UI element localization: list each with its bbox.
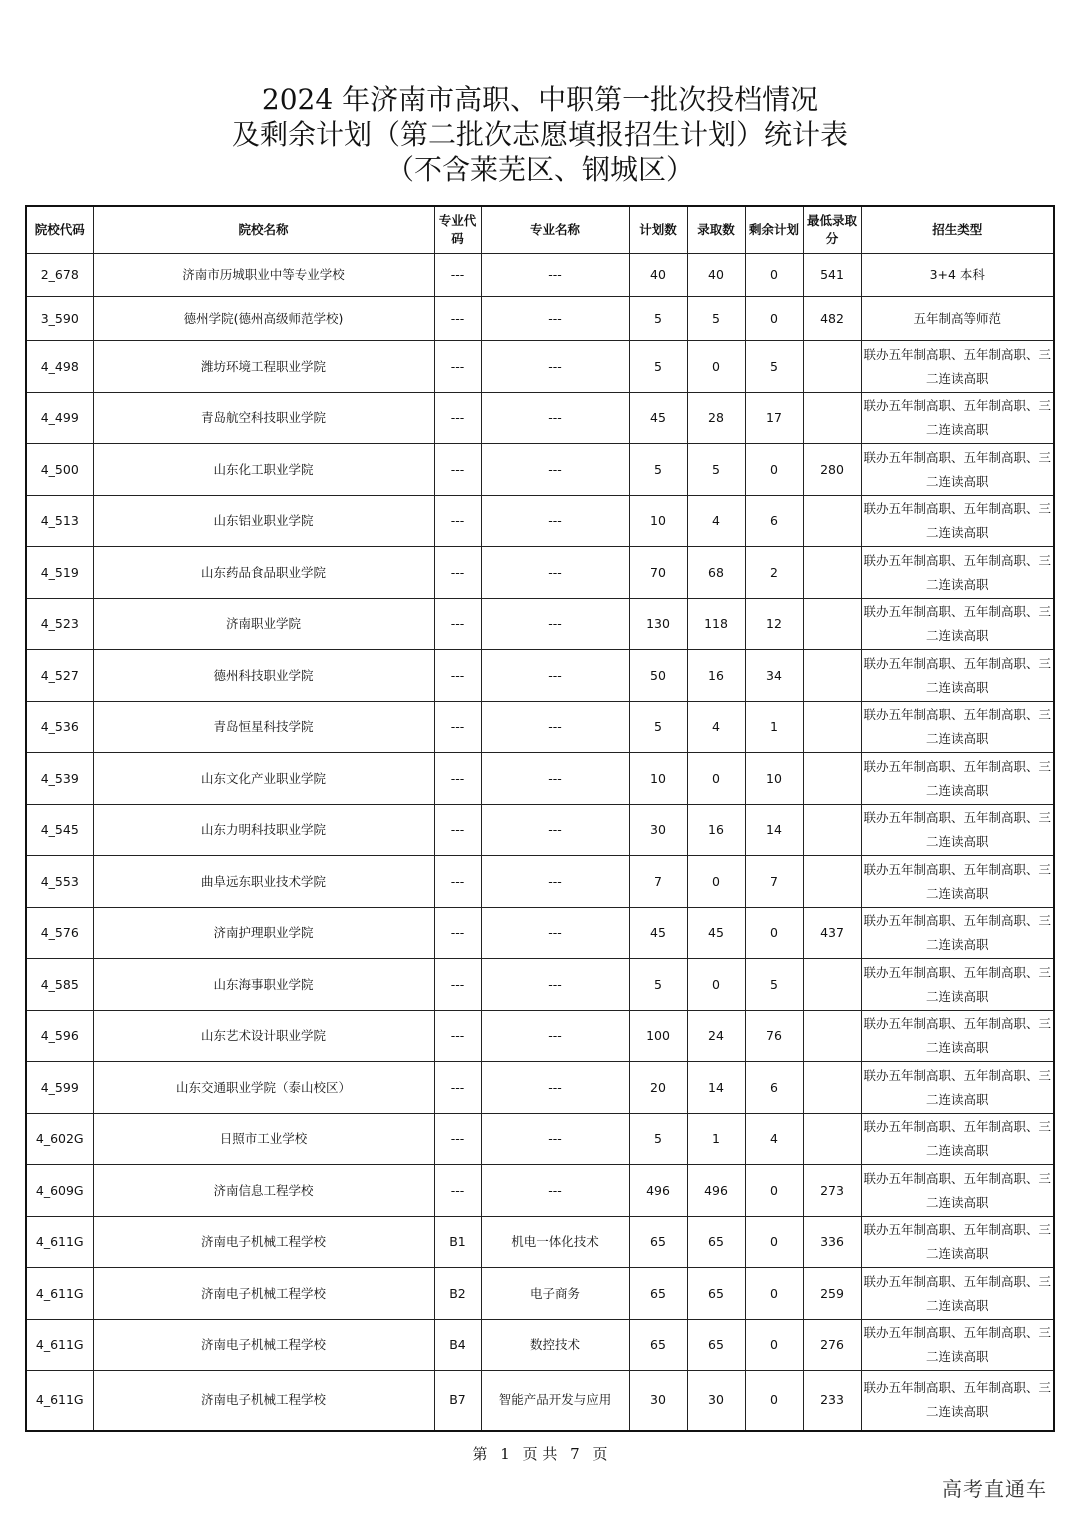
major-code-cell: ---	[434, 959, 481, 1011]
admitted-cell: 1	[687, 1114, 745, 1165]
major-code-cell: ---	[434, 599, 481, 650]
school-name-cell: 济南电子机械工程学校	[93, 1268, 434, 1320]
school-code-cell: 4_585	[26, 959, 93, 1011]
major-code-cell: B1	[434, 1217, 481, 1268]
type-cell: 联办五年制高职、五年制高职、三二连读高职	[861, 702, 1054, 753]
plan-cell: 5	[629, 702, 687, 753]
admitted-cell: 14	[687, 1062, 745, 1114]
school-code-cell: 4_611G	[26, 1320, 93, 1371]
admitted-cell: 496	[687, 1165, 745, 1217]
major-name-cell: 智能产品开发与应用	[481, 1371, 629, 1431]
type-cell: 联办五年制高职、五年制高职、三二连读高职	[861, 753, 1054, 805]
min-score-cell	[803, 650, 861, 702]
major-code-cell: ---	[434, 753, 481, 805]
min-score-cell: 336	[803, 1217, 861, 1268]
remaining-cell: 0	[745, 908, 803, 959]
footer-total-pages: 7	[570, 1445, 580, 1463]
type-cell: 联办五年制高职、五年制高职、三二连读高职	[861, 650, 1054, 702]
school-code-cell: 4_513	[26, 496, 93, 547]
table-row	[26, 547, 1054, 599]
remaining-cell: 34	[745, 650, 803, 702]
table-row	[26, 702, 1054, 753]
remaining-cell: 0	[745, 1371, 803, 1431]
type-cell: 联办五年制高职、五年制高职、三二连读高职	[861, 444, 1054, 496]
remaining-cell: 7	[745, 856, 803, 908]
plan-cell: 130	[629, 599, 687, 650]
admitted-cell: 0	[687, 753, 745, 805]
table-row	[26, 1268, 1054, 1320]
remaining-cell: 0	[745, 1320, 803, 1371]
admitted-cell: 118	[687, 599, 745, 650]
table-row	[26, 650, 1054, 702]
header-school-code: 院校代码	[26, 206, 93, 254]
admission-table	[25, 205, 1055, 1432]
table-header-row	[26, 206, 1054, 254]
table-row	[26, 1320, 1054, 1371]
major-name-cell: ---	[481, 702, 629, 753]
school-code-cell: 4_539	[26, 753, 93, 805]
remaining-cell: 0	[745, 1217, 803, 1268]
type-cell: 3+4 本科	[861, 254, 1054, 297]
remaining-cell: 76	[745, 1011, 803, 1062]
major-code-cell: ---	[434, 650, 481, 702]
major-name-cell: ---	[481, 1011, 629, 1062]
major-code-cell: ---	[434, 444, 481, 496]
major-code-cell: ---	[434, 1165, 481, 1217]
page-footer	[0, 1443, 1080, 1464]
type-cell: 联办五年制高职、五年制高职、三二连读高职	[861, 1320, 1054, 1371]
school-code-cell: 4_611G	[26, 1268, 93, 1320]
min-score-cell	[803, 341, 861, 393]
min-score-cell	[803, 1114, 861, 1165]
school-name-cell: 德州学院(德州高级师范学校)	[93, 297, 434, 341]
remaining-cell: 0	[745, 1165, 803, 1217]
table-row	[26, 341, 1054, 393]
admitted-cell: 0	[687, 959, 745, 1011]
major-code-cell: ---	[434, 702, 481, 753]
school-code-cell: 4_553	[26, 856, 93, 908]
footer-page-number: 1	[500, 1445, 510, 1463]
school-name-cell: 潍坊环境工程职业学院	[93, 341, 434, 393]
school-name-cell: 日照市工业学校	[93, 1114, 434, 1165]
major-code-cell: ---	[434, 341, 481, 393]
admitted-cell: 5	[687, 297, 745, 341]
remaining-cell: 17	[745, 393, 803, 444]
type-cell: 联办五年制高职、五年制高职、三二连读高职	[861, 805, 1054, 856]
school-name-cell: 山东力明科技职业学院	[93, 805, 434, 856]
school-code-cell: 4_609G	[26, 1165, 93, 1217]
table-row	[26, 1217, 1054, 1268]
major-code-cell: ---	[434, 547, 481, 599]
major-code-cell: ---	[434, 496, 481, 547]
table-row	[26, 254, 1054, 297]
school-code-cell: 4_523	[26, 599, 93, 650]
type-cell: 联办五年制高职、五年制高职、三二连读高职	[861, 393, 1054, 444]
remaining-cell: 12	[745, 599, 803, 650]
school-code-cell: 4_602G	[26, 1114, 93, 1165]
plan-cell: 50	[629, 650, 687, 702]
watermark: 高考直通车	[942, 1477, 1047, 1501]
remaining-cell: 0	[745, 254, 803, 297]
remaining-cell: 2	[745, 547, 803, 599]
school-code-cell: 4_576	[26, 908, 93, 959]
plan-cell: 5	[629, 959, 687, 1011]
school-code-cell: 4_500	[26, 444, 93, 496]
major-name-cell: ---	[481, 1165, 629, 1217]
major-code-cell: ---	[434, 908, 481, 959]
remaining-cell: 0	[745, 1268, 803, 1320]
min-score-cell	[803, 702, 861, 753]
remaining-cell: 5	[745, 959, 803, 1011]
type-cell: 联办五年制高职、五年制高职、三二连读高职	[861, 599, 1054, 650]
min-score-cell	[803, 547, 861, 599]
school-code-cell: 4_545	[26, 805, 93, 856]
type-cell: 联办五年制高职、五年制高职、三二连读高职	[861, 908, 1054, 959]
major-name-cell: ---	[481, 908, 629, 959]
plan-cell: 30	[629, 805, 687, 856]
admitted-cell: 4	[687, 702, 745, 753]
major-name-cell: ---	[481, 650, 629, 702]
major-name-cell: ---	[481, 1114, 629, 1165]
major-code-cell: ---	[434, 1062, 481, 1114]
admitted-cell: 28	[687, 393, 745, 444]
major-code-cell: B2	[434, 1268, 481, 1320]
remaining-cell: 0	[745, 297, 803, 341]
school-name-cell: 山东药品食品职业学院	[93, 547, 434, 599]
school-code-cell: 4_519	[26, 547, 93, 599]
plan-cell: 45	[629, 393, 687, 444]
school-code-cell: 4_599	[26, 1062, 93, 1114]
plan-cell: 10	[629, 496, 687, 547]
table-row	[26, 959, 1054, 1011]
min-score-cell: 482	[803, 297, 861, 341]
min-score-cell	[803, 1062, 861, 1114]
min-score-cell: 437	[803, 908, 861, 959]
remaining-cell: 5	[745, 341, 803, 393]
table-row	[26, 1165, 1054, 1217]
plan-cell: 40	[629, 254, 687, 297]
school-name-cell: 济南护理职业学院	[93, 908, 434, 959]
type-cell: 联办五年制高职、五年制高职、三二连读高职	[861, 959, 1054, 1011]
remaining-cell: 6	[745, 496, 803, 547]
school-name-cell: 山东海事职业学院	[93, 959, 434, 1011]
min-score-cell: 233	[803, 1371, 861, 1431]
type-cell: 联办五年制高职、五年制高职、三二连读高职	[861, 1114, 1054, 1165]
table-row	[26, 805, 1054, 856]
admitted-cell: 65	[687, 1217, 745, 1268]
major-code-cell: ---	[434, 856, 481, 908]
school-code-cell: 4_611G	[26, 1371, 93, 1431]
header-plan: 计划数	[629, 206, 687, 254]
admitted-cell: 5	[687, 444, 745, 496]
school-name-cell: 济南信息工程学校	[93, 1165, 434, 1217]
min-score-cell	[803, 805, 861, 856]
major-code-cell: B7	[434, 1371, 481, 1431]
school-name-cell: 山东交通职业学院（泰山校区）	[93, 1062, 434, 1114]
school-code-cell: 4_527	[26, 650, 93, 702]
major-code-cell: ---	[434, 254, 481, 297]
admitted-cell: 40	[687, 254, 745, 297]
type-cell: 联办五年制高职、五年制高职、三二连读高职	[861, 856, 1054, 908]
min-score-cell: 541	[803, 254, 861, 297]
min-score-cell	[803, 959, 861, 1011]
admitted-cell: 4	[687, 496, 745, 547]
type-cell: 五年制高等师范	[861, 297, 1054, 341]
admitted-cell: 16	[687, 805, 745, 856]
admitted-cell: 45	[687, 908, 745, 959]
school-name-cell: 青岛恒星科技学院	[93, 702, 434, 753]
plan-cell: 100	[629, 1011, 687, 1062]
plan-cell: 65	[629, 1217, 687, 1268]
major-code-cell: ---	[434, 297, 481, 341]
major-name-cell: ---	[481, 856, 629, 908]
plan-cell: 70	[629, 547, 687, 599]
major-name-cell: ---	[481, 599, 629, 650]
table-row	[26, 856, 1054, 908]
plan-cell: 65	[629, 1320, 687, 1371]
major-name-cell: ---	[481, 547, 629, 599]
header-min-score: 最低录取分	[803, 206, 861, 254]
school-code-cell: 4_498	[26, 341, 93, 393]
title-line-2: 及剩余计划（第二批次志愿填报招生计划）统计表	[231, 118, 848, 151]
major-name-cell: ---	[481, 753, 629, 805]
plan-cell: 7	[629, 856, 687, 908]
major-name-cell: ---	[481, 444, 629, 496]
min-score-cell: 259	[803, 1268, 861, 1320]
title-line-1: 2024 年济南市高职、中职第一批次投档情况	[261, 83, 819, 116]
major-name-cell: ---	[481, 1062, 629, 1114]
type-cell: 联办五年制高职、五年制高职、三二连读高职	[861, 1011, 1054, 1062]
school-name-cell: 济南电子机械工程学校	[93, 1320, 434, 1371]
footer-prefix: 第	[472, 1445, 488, 1463]
major-name-cell: 电子商务	[481, 1268, 629, 1320]
min-score-cell	[803, 856, 861, 908]
header-type: 招生类型	[861, 206, 1054, 254]
school-code-cell: 3_590	[26, 297, 93, 341]
remaining-cell: 10	[745, 753, 803, 805]
admitted-cell: 68	[687, 547, 745, 599]
min-score-cell: 273	[803, 1165, 861, 1217]
major-name-cell: ---	[481, 297, 629, 341]
plan-cell: 30	[629, 1371, 687, 1431]
major-name-cell: ---	[481, 959, 629, 1011]
table-row	[26, 1371, 1054, 1431]
major-code-cell: ---	[434, 1114, 481, 1165]
min-score-cell: 276	[803, 1320, 861, 1371]
remaining-cell: 0	[745, 444, 803, 496]
plan-cell: 496	[629, 1165, 687, 1217]
major-name-cell: ---	[481, 496, 629, 547]
type-cell: 联办五年制高职、五年制高职、三二连读高职	[861, 1217, 1054, 1268]
type-cell: 联办五年制高职、五年制高职、三二连读高职	[861, 1165, 1054, 1217]
admitted-cell: 0	[687, 341, 745, 393]
header-school-name: 院校名称	[93, 206, 434, 254]
plan-cell: 5	[629, 341, 687, 393]
major-code-cell: ---	[434, 393, 481, 444]
type-cell: 联办五年制高职、五年制高职、三二连读高职	[861, 341, 1054, 393]
major-name-cell: 机电一体化技术	[481, 1217, 629, 1268]
school-name-cell: 山东化工职业学院	[93, 444, 434, 496]
plan-cell: 5	[629, 1114, 687, 1165]
min-score-cell: 280	[803, 444, 861, 496]
header-remaining: 剩余计划	[745, 206, 803, 254]
table-row	[26, 393, 1054, 444]
major-code-cell: ---	[434, 805, 481, 856]
school-name-cell: 曲阜远东职业技术学院	[93, 856, 434, 908]
table-row	[26, 1062, 1054, 1114]
type-cell: 联办五年制高职、五年制高职、三二连读高职	[861, 1268, 1054, 1320]
major-name-cell: ---	[481, 341, 629, 393]
remaining-cell: 6	[745, 1062, 803, 1114]
plan-cell: 45	[629, 908, 687, 959]
major-name-cell: ---	[481, 805, 629, 856]
school-code-cell: 4_611G	[26, 1217, 93, 1268]
type-cell: 联办五年制高职、五年制高职、三二连读高职	[861, 1062, 1054, 1114]
min-score-cell	[803, 753, 861, 805]
table-row	[26, 1011, 1054, 1062]
table-row	[26, 599, 1054, 650]
table-row	[26, 753, 1054, 805]
min-score-cell	[803, 599, 861, 650]
plan-cell: 65	[629, 1268, 687, 1320]
type-cell: 联办五年制高职、五年制高职、三二连读高职	[861, 496, 1054, 547]
min-score-cell	[803, 496, 861, 547]
major-code-cell: B4	[434, 1320, 481, 1371]
school-name-cell: 济南职业学院	[93, 599, 434, 650]
header-admitted: 录取数	[687, 206, 745, 254]
school-name-cell: 济南市历城职业中等专业学校	[93, 254, 434, 297]
admitted-cell: 30	[687, 1371, 745, 1431]
admitted-cell: 24	[687, 1011, 745, 1062]
admitted-cell: 65	[687, 1268, 745, 1320]
major-name-cell: ---	[481, 254, 629, 297]
table-row	[26, 496, 1054, 547]
plan-cell: 20	[629, 1062, 687, 1114]
footer-mid: 页 共	[522, 1445, 558, 1463]
school-name-cell: 济南电子机械工程学校	[93, 1371, 434, 1431]
school-code-cell: 4_596	[26, 1011, 93, 1062]
plan-cell: 5	[629, 444, 687, 496]
admitted-cell: 16	[687, 650, 745, 702]
type-cell: 联办五年制高职、五年制高职、三二连读高职	[861, 547, 1054, 599]
footer-suffix: 页	[592, 1445, 608, 1463]
major-name-cell: ---	[481, 393, 629, 444]
major-name-cell: 数控技术	[481, 1320, 629, 1371]
type-cell: 联办五年制高职、五年制高职、三二连读高职	[861, 1371, 1054, 1431]
major-code-cell: ---	[434, 1011, 481, 1062]
min-score-cell	[803, 1011, 861, 1062]
table-row	[26, 1114, 1054, 1165]
plan-cell: 5	[629, 297, 687, 341]
plan-cell: 10	[629, 753, 687, 805]
table-row	[26, 444, 1054, 496]
school-name-cell: 山东艺术设计职业学院	[93, 1011, 434, 1062]
school-code-cell: 4_499	[26, 393, 93, 444]
header-major-code: 专业代码	[434, 206, 481, 254]
school-code-cell: 4_536	[26, 702, 93, 753]
remaining-cell: 14	[745, 805, 803, 856]
school-name-cell: 德州科技职业学院	[93, 650, 434, 702]
school-name-cell: 济南电子机械工程学校	[93, 1217, 434, 1268]
header-major-name: 专业名称	[481, 206, 629, 254]
school-name-cell: 青岛航空科技职业学院	[93, 393, 434, 444]
school-code-cell: 2_678	[26, 254, 93, 297]
school-name-cell: 山东文化产业职业学院	[93, 753, 434, 805]
admitted-cell: 65	[687, 1320, 745, 1371]
table-row	[26, 297, 1054, 341]
title-line-3: （不含莱芜区、钢城区）	[385, 153, 694, 186]
table-row	[26, 908, 1054, 959]
min-score-cell	[803, 393, 861, 444]
remaining-cell: 4	[745, 1114, 803, 1165]
remaining-cell: 1	[745, 702, 803, 753]
admitted-cell: 0	[687, 856, 745, 908]
school-name-cell: 山东铝业职业学院	[93, 496, 434, 547]
